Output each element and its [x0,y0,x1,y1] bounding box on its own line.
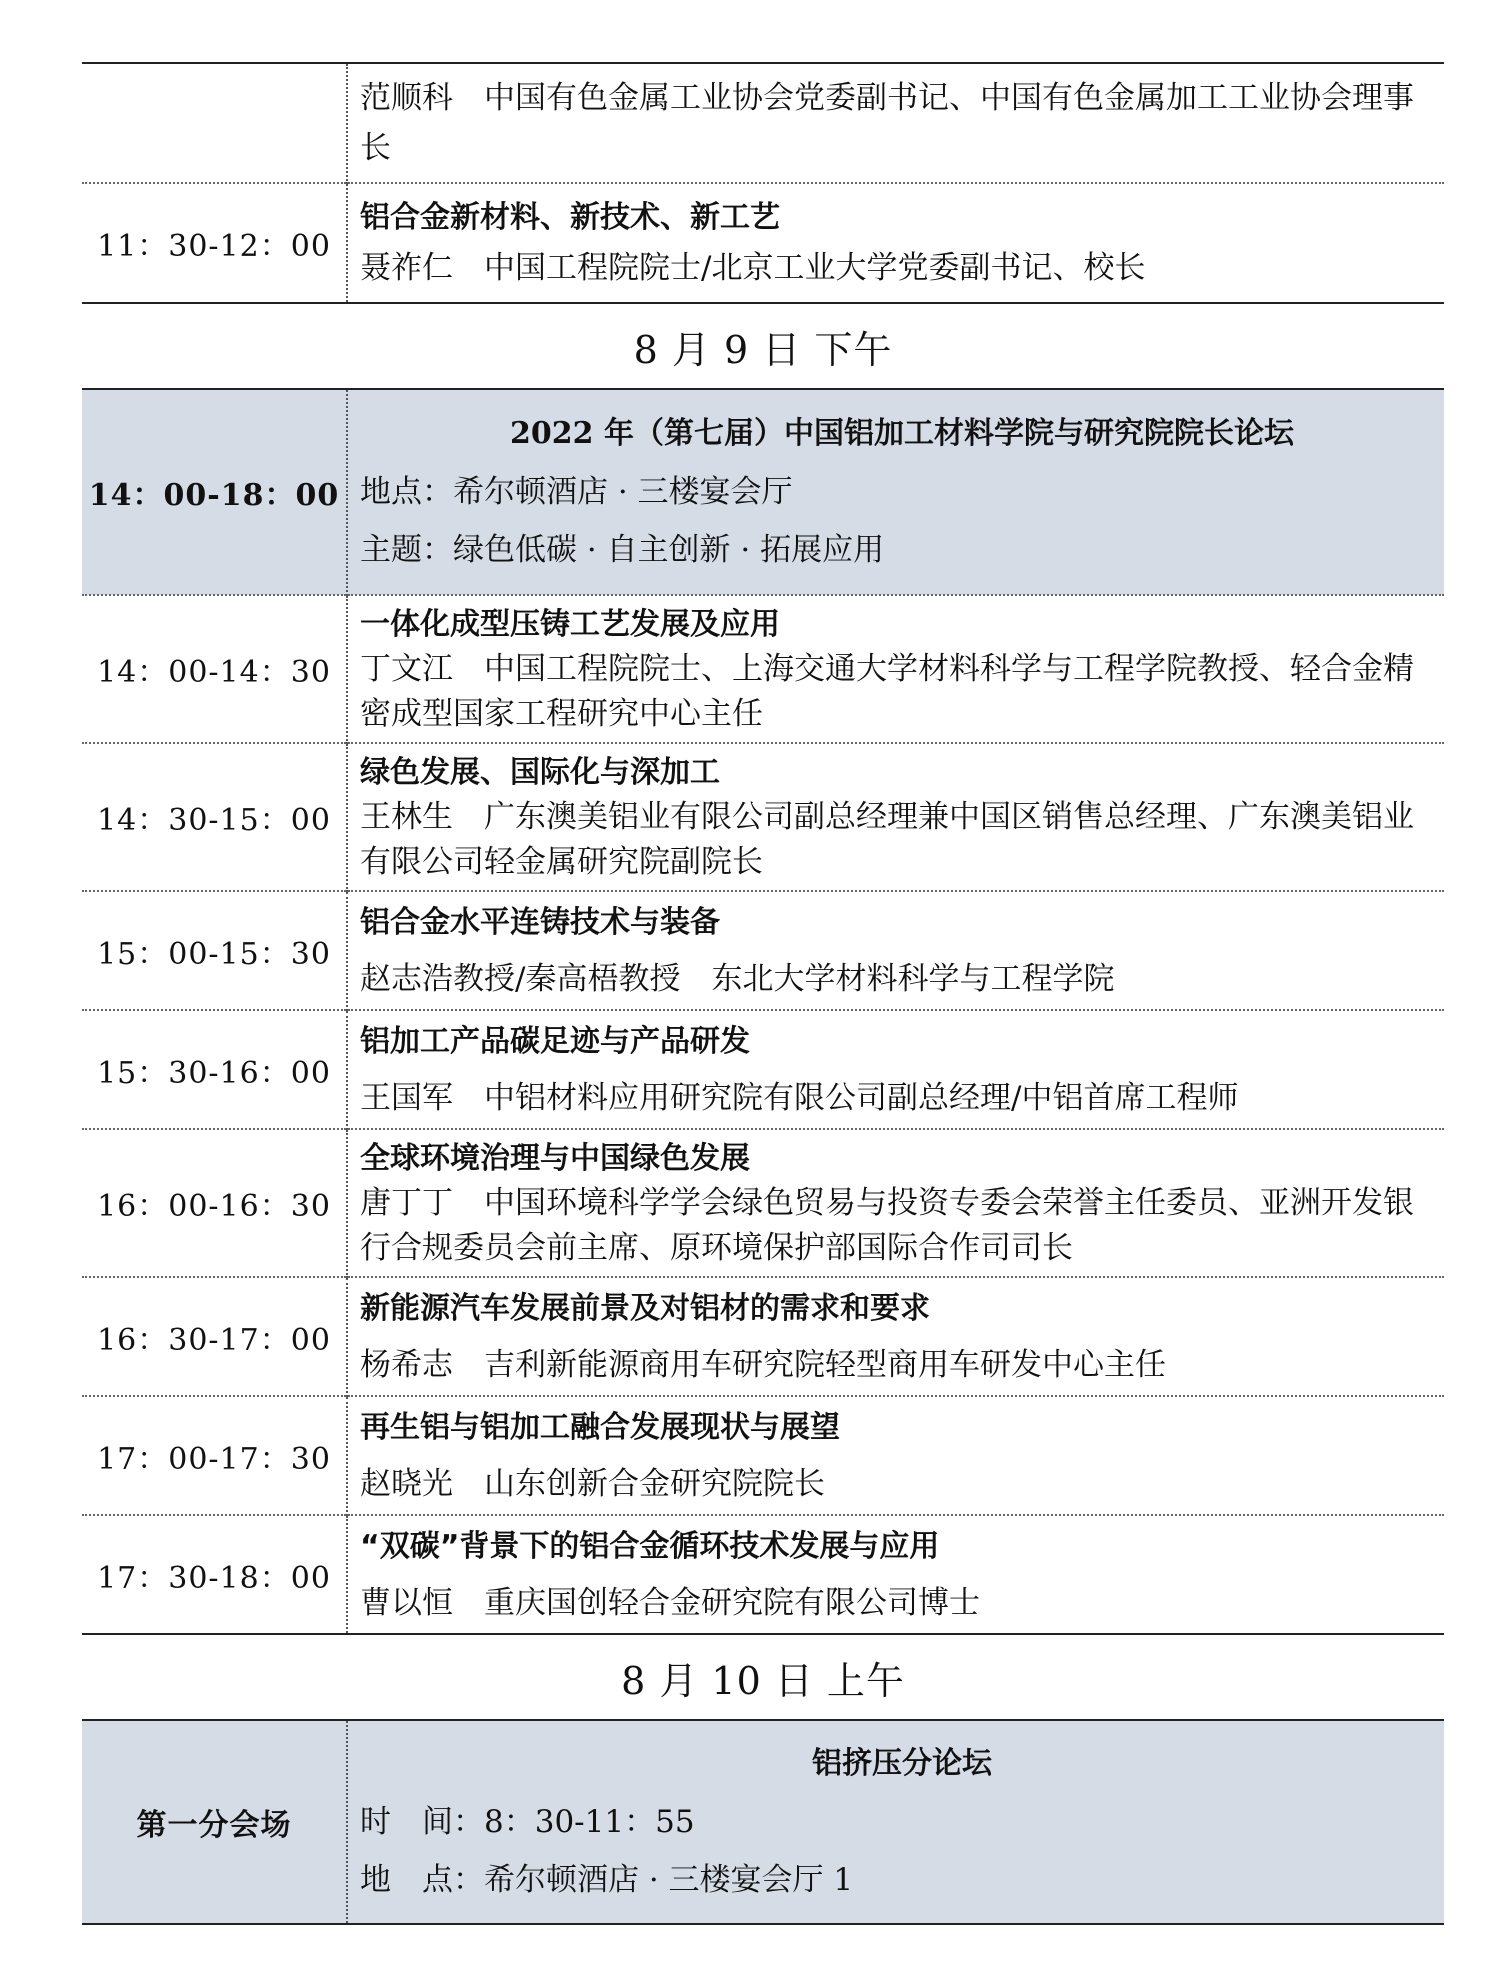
forum-location: 地点：希尔顿酒店 · 三楼宴会厅 [360,474,793,510]
talk-title: 铝合金新材料、新技术、新工艺 [360,200,780,235]
table-row [82,1277,1444,1396]
speaker-text: 王国军 中铝材料应用研究院有限公司副总经理/中铝首席工程师 [360,1079,1239,1116]
time-cell: 17：30-18：00 [82,1515,347,1634]
speaker-text: 赵晓光 山东创新合金研究院院长 [360,1465,825,1502]
content-cell [347,63,1444,183]
forum-title: 2022 年（第七届）中国铝加工材料学院与研究院院长论坛 [510,416,1294,451]
day-heading-text: 8 月 9 日 下午 [633,327,893,372]
table-row [82,183,1444,303]
time-cell: 15：00-15：30 [82,891,347,1010]
forum-info [347,1720,1444,1924]
time-cell [82,63,347,183]
agenda-table [82,62,1444,1925]
forum-location: 地 点：希尔顿酒店 · 三楼宴会厅 1 [360,1862,854,1898]
venue-cell: 第一分会场 [82,1720,347,1924]
time-cell: 15：30-16：00 [82,1010,347,1129]
forum-time: 14：00-18：00 [82,389,347,595]
speaker-text: 赵志浩教授/秦高梧教授 东北大学材料科学与工程学院 [360,960,1115,997]
content-cell [347,1129,1444,1277]
time-cell: 14：00-14：30 [82,595,347,743]
day-heading [82,303,1444,389]
talk-title: 一体化成型压铸工艺发展及应用 [360,606,780,642]
time-cell: 14：30-15：00 [82,743,347,891]
content-cell [347,891,1444,1010]
speaker-text: 丁文江 中国工程院院士、上海交通大学材料科学与工程学院教授、轻合金精密成型国家工程研究中心主任 [360,650,1414,732]
table-row [82,1010,1444,1129]
forum-header-row [82,1720,1444,1924]
speaker-text: 范顺科 中国有色金属工业协会党委副书记、中国有色金属加工工业协会理事长 [360,80,1414,166]
talk-title: 铝加工产品碳足迹与产品研发 [360,1023,750,1059]
day-heading-row [82,1634,1444,1720]
content-cell [347,595,1444,743]
speaker-text: 曹以恒 重庆国创轻合金研究院有限公司博士 [360,1584,980,1621]
talk-title: 绿色发展、国际化与深加工 [360,754,720,790]
time-cell: 16：00-16：30 [82,1129,347,1277]
forum-header-row [82,389,1444,595]
content-cell [347,1515,1444,1634]
talk-title: 新能源汽车发展前景及对铝材的需求和要求 [360,1290,930,1326]
forum-info [347,389,1444,595]
day-heading [82,1634,1444,1720]
time-cell: 11：30-12：00 [82,183,347,303]
time-cell: 17：00-17：30 [82,1396,347,1515]
forum-time-line: 时 间：8：30-11：55 [360,1804,695,1840]
day-heading-text: 8 月 10 日 上午 [621,1658,905,1703]
forum-title: 铝挤压分论坛 [812,1746,992,1781]
table-row [82,743,1444,891]
table-row [82,1396,1444,1515]
speaker-text: 唐丁丁 中国环境科学学会绿色贸易与投资专委会荣誉主任委员、亚洲开发银行合规委员会前主席、原环境保护部国际合作司司长 [360,1184,1414,1266]
speaker-text: 杨希志 吉利新能源商用车研究院轻型商用车研发中心主任 [360,1346,1166,1383]
talk-title: “双碳”背景下的铝合金循环技术发展与应用 [360,1528,940,1564]
day-heading-row [82,303,1444,389]
content-cell [347,1277,1444,1396]
table-row [82,1515,1444,1634]
speaker-text: 聂祚仁 中国工程院院士/北京工业大学党委副书记、校长 [360,250,1146,286]
talk-title: 再生铝与铝加工融合发展现状与展望 [360,1409,840,1445]
speaker-text: 王林生 广东澳美铝业有限公司副总经理兼中国区销售总经理、广东澳美铝业有限公司轻金属研究院副院长 [360,798,1414,880]
talk-title: 铝合金水平连铸技术与装备 [360,904,720,940]
table-row [82,1129,1444,1277]
time-cell: 16：30-17：00 [82,1277,347,1396]
agenda-page [82,62,1444,1925]
table-row [82,595,1444,743]
content-cell [347,1010,1444,1129]
table-row [82,63,1444,183]
table-row [82,891,1444,1010]
content-cell [347,1396,1444,1515]
forum-theme: 主题：绿色低碳 · 自主创新 · 拓展应用 [360,532,885,568]
content-cell [347,743,1444,891]
content-cell [347,183,1444,303]
talk-title: 全球环境治理与中国绿色发展 [360,1140,750,1176]
